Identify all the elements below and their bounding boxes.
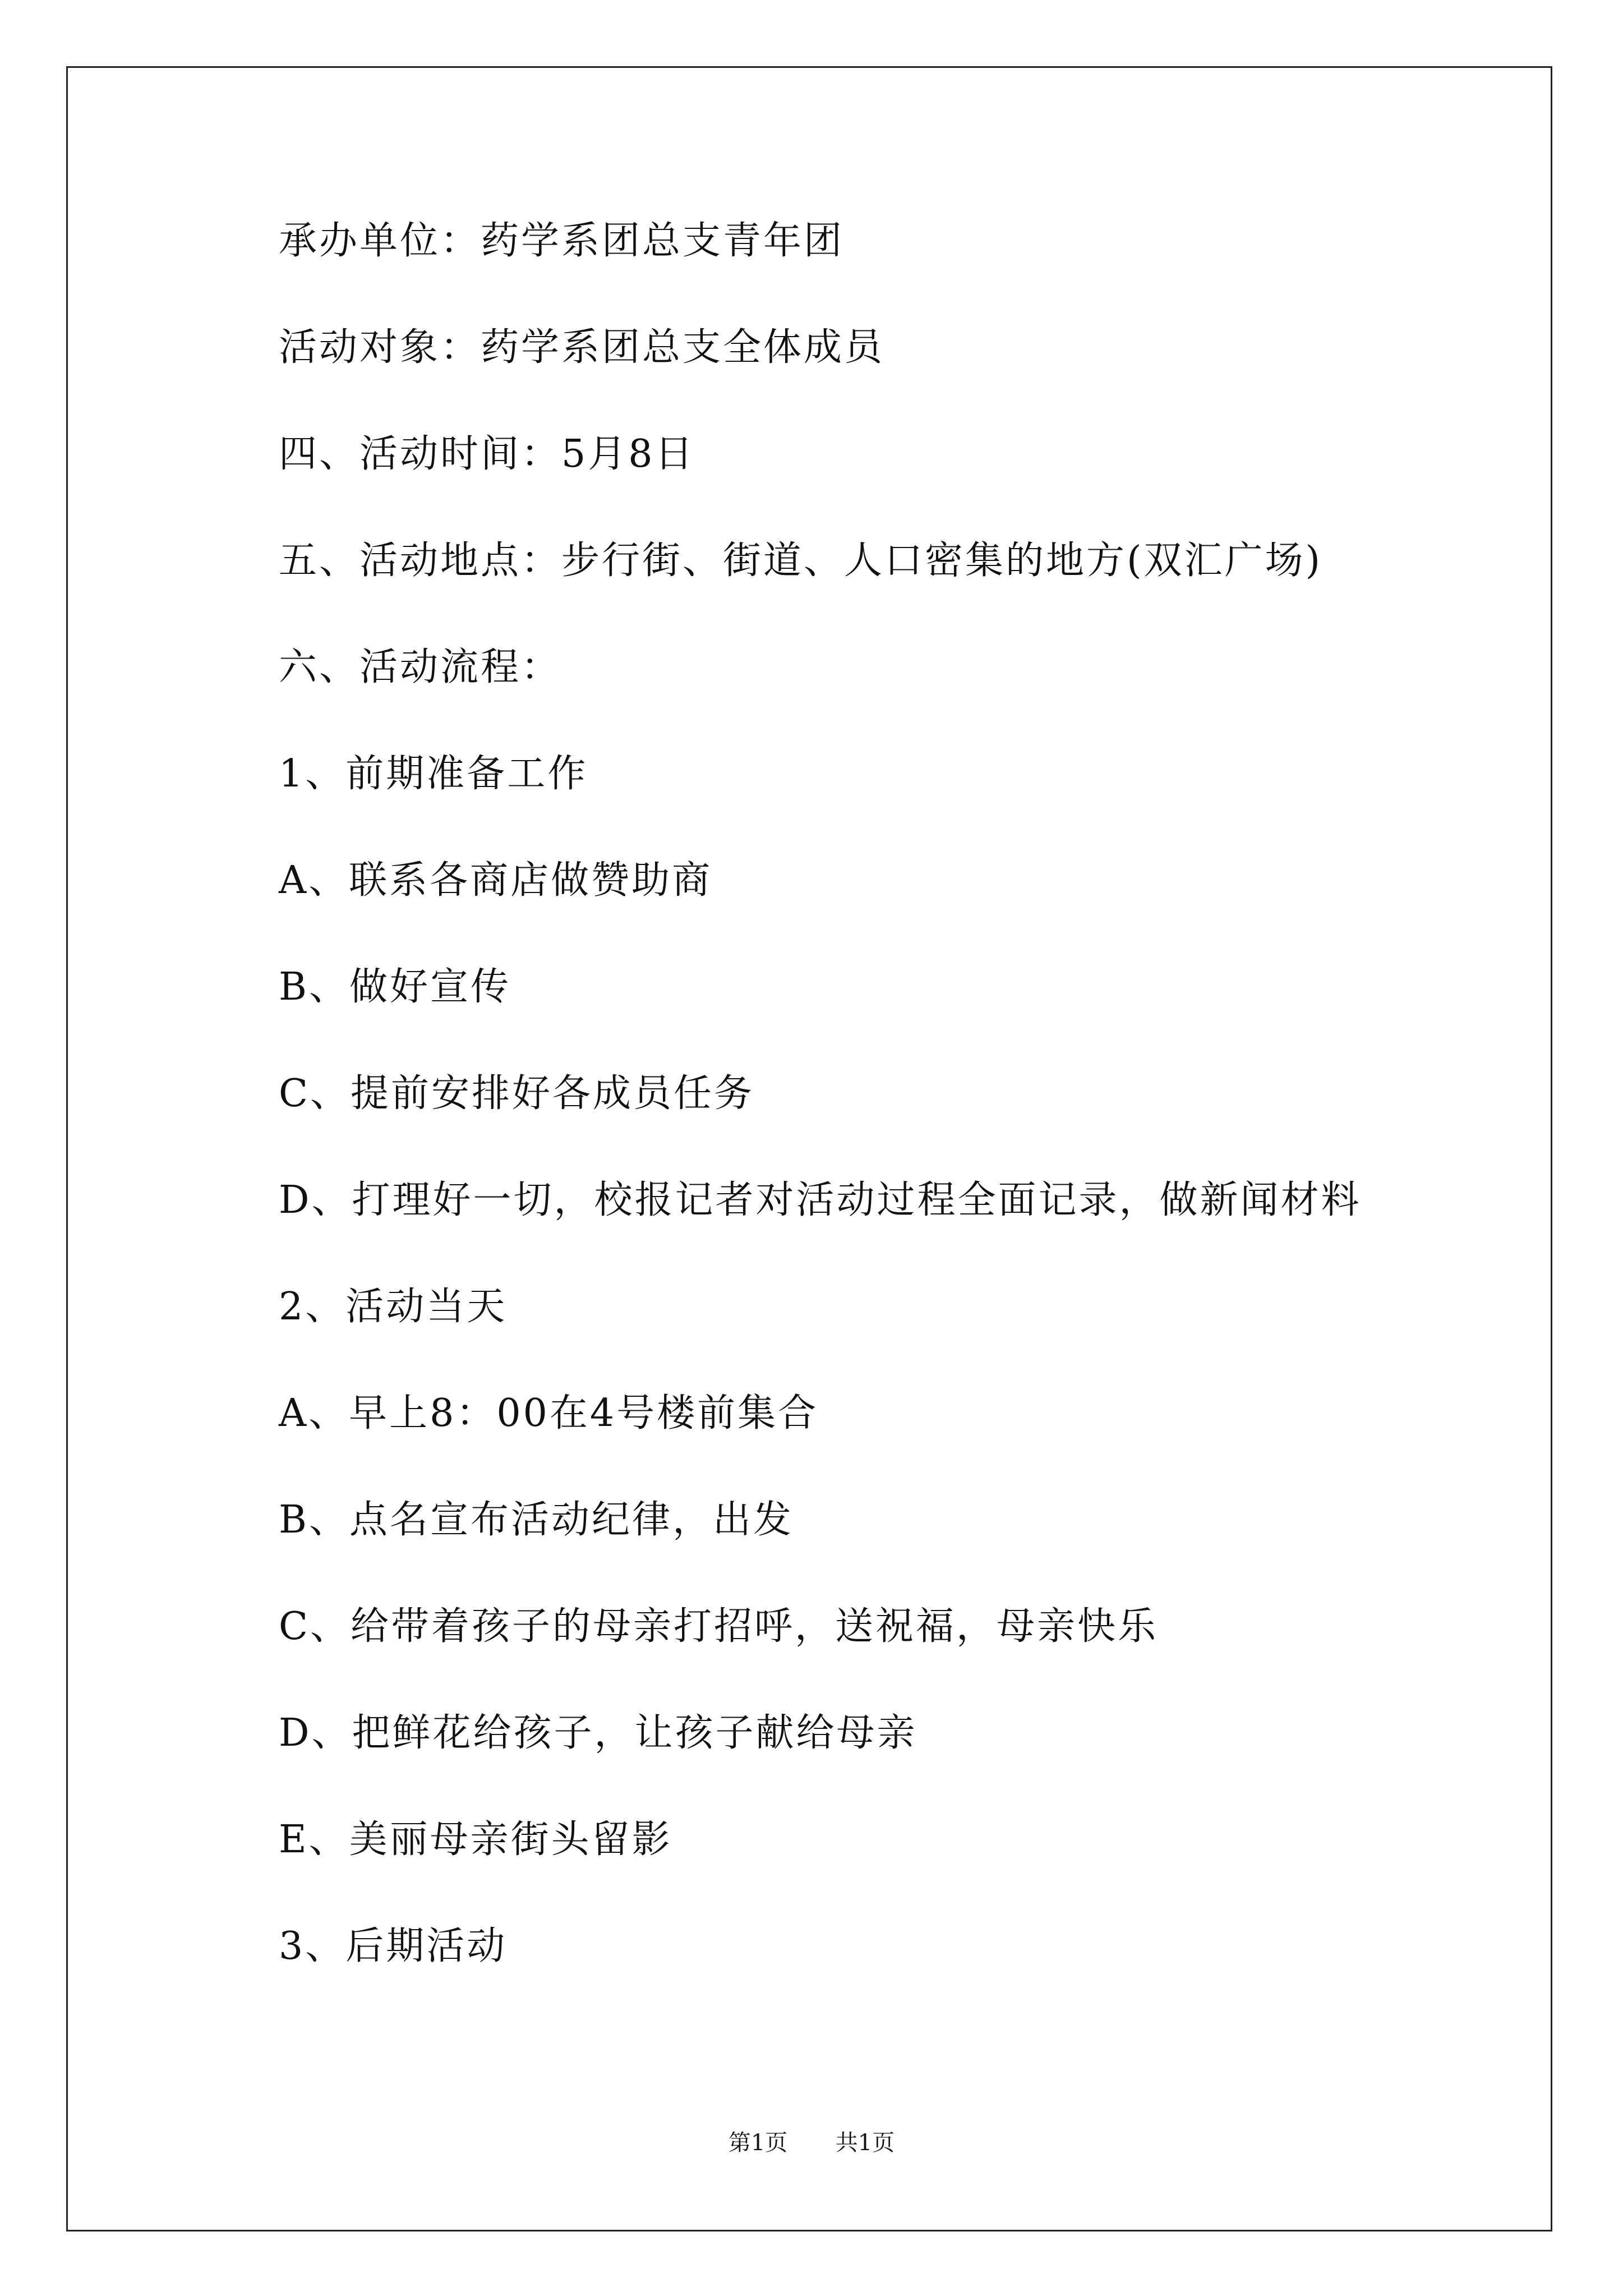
line-step-3-heading: 3、后期活动 bbox=[279, 1924, 508, 1968]
line-activity-location: 五、活动地点：步行街、街道、人口密集的地方(双汇广场) bbox=[279, 539, 1323, 583]
line-step-1-heading: 1、前期准备工作 bbox=[279, 752, 588, 796]
page-footer bbox=[0, 2129, 1623, 2156]
line-step-2-c: C、给带着孩子的母亲打招呼，送祝福，母亲快乐 bbox=[279, 1604, 1159, 1649]
line-organizer: 承办单位：药学系团总支青年团 bbox=[279, 219, 845, 263]
line-participants: 活动对象：药学系团总支全体成员 bbox=[279, 325, 885, 370]
line-step-1-c: C、提前安排好各成员任务 bbox=[279, 1071, 755, 1116]
line-activity-process-heading: 六、活动流程： bbox=[279, 645, 562, 689]
line-step-2-heading: 2、活动当天 bbox=[279, 1285, 508, 1329]
line-step-1-b: B、做好宣传 bbox=[279, 965, 511, 1009]
line-step-2-d: D、把鲜花给孩子，让孩子献给母亲 bbox=[279, 1711, 917, 1755]
page-number-current: 第1页 bbox=[728, 2130, 788, 2156]
line-step-2-b: B、点名宣布活动纪律，出发 bbox=[279, 1498, 794, 1542]
line-step-2-e: E、美丽母亲街头留影 bbox=[279, 1818, 672, 1862]
document-body bbox=[279, 219, 1484, 2031]
line-activity-time: 四、活动时间：5月8日 bbox=[279, 432, 695, 476]
line-step-1-d: D、打理好一切，校报记者对活动过程全面记录，做新闻材料 bbox=[279, 1178, 1362, 1222]
line-step-2-a: A、早上8：00在4号楼前集合 bbox=[279, 1391, 819, 1435]
page-number-total: 共1页 bbox=[835, 2130, 895, 2156]
line-step-1-a: A、联系各商店做赞助商 bbox=[279, 858, 713, 903]
